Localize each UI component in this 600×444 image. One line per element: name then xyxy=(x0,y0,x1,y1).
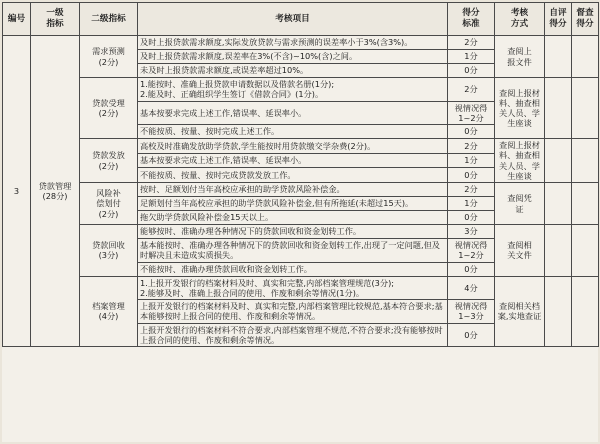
score-standard: 视情况得1~3分 xyxy=(448,300,495,324)
assessment-item: 1.上报开发银行的档案材料及时、真实和完整,内部档案管理规范(3分); 2.能够及时、准确上报合同的使用、作废和剩余等情况(1分)。 xyxy=(138,276,448,300)
score-standard: 视情况得1~2分 xyxy=(448,101,495,125)
assessment-method: 查阅相关档案,实地查证 xyxy=(495,276,545,347)
assessment-sheet xyxy=(2,2,598,442)
score-standard: 0分 xyxy=(448,262,495,276)
assessment-item: 上报开发银行的档案材料不符合要求,内部档案管理不规范,不符合要求;没有能够按时上报合同的使用、作废和剩余等情况。 xyxy=(138,323,448,347)
score-standard: 0分 xyxy=(448,168,495,183)
level2-indicator: 风险补 偿划付 (2分) xyxy=(80,183,138,225)
header-self: 自评 得分 xyxy=(545,3,572,36)
header-score: 得分 标准 xyxy=(448,3,495,36)
assessment-item: 基本按要求完成上述工作,错误率、延误率小。 xyxy=(138,101,448,125)
assessment-method: 查阅相 关文件 xyxy=(495,225,545,277)
score-standard: 0分 xyxy=(448,211,495,225)
table-row xyxy=(3,78,599,102)
header-items: 考核项目 xyxy=(138,3,448,36)
supervise-score-cell xyxy=(572,78,599,139)
supervise-score-cell xyxy=(572,36,599,78)
supervise-score-cell xyxy=(572,276,599,347)
self-score-cell xyxy=(545,78,572,139)
table-row xyxy=(3,225,599,239)
level2-indicator: 贷款发放 (2分) xyxy=(80,139,138,183)
assessment-item: 基本能按时、准确办理各种情况下的贷款回收和资金划转工作,出现了一定问题,但及时解决且未造成实质损失。 xyxy=(138,239,448,263)
score-standard: 2分 xyxy=(448,183,495,197)
assessment-item: 1.能按时、准确上报贷款申请数据以及借款名册(1分); 2.能及时、正确组织学生签订《借款合同》(1分)。 xyxy=(138,78,448,102)
table-body xyxy=(3,36,599,347)
self-score-cell xyxy=(545,36,572,78)
score-standard: 1分 xyxy=(448,153,495,168)
score-standard: 1分 xyxy=(448,197,495,211)
self-score-cell xyxy=(545,183,572,225)
table-row xyxy=(3,36,599,50)
assessment-item: 拖欠助学贷款风险补偿金15天以上。 xyxy=(138,211,448,225)
assessment-item: 高校及时准确发放助学贷款,学生能按时用贷款缴交学杂费(2分)。 xyxy=(138,139,448,154)
self-score-cell xyxy=(545,276,572,347)
assessment-item: 能够按时、准确办理各种情况下的贷款回收和资金划转工作。 xyxy=(138,225,448,239)
assessment-item: 按时、足额划付当年高校应承担的助学贷款风险补偿金。 xyxy=(138,183,448,197)
score-standard: 2分 xyxy=(448,78,495,102)
self-score-cell xyxy=(545,139,572,183)
self-score-cell xyxy=(545,225,572,277)
row-number: 3 xyxy=(3,36,31,347)
assessment-item: 及时上报贷款需求额度,实际发放贷款与需求预测的误差率小于3%(含3%)。 xyxy=(138,36,448,50)
score-standard: 视情况得1~2分 xyxy=(448,239,495,263)
assessment-item: 足额划付当年高校应承担的助学贷款风险补偿金,但有所拖延(未超过15天)。 xyxy=(138,197,448,211)
score-standard: 0分 xyxy=(448,323,495,347)
supervise-score-cell xyxy=(572,225,599,277)
score-standard: 0分 xyxy=(448,64,495,78)
header-supervise: 督查 得分 xyxy=(572,3,599,36)
assessment-item: 不能按质、按量、按时完成贷款发放工作。 xyxy=(138,168,448,183)
header-level2: 二级指标 xyxy=(80,3,138,36)
score-standard: 2分 xyxy=(448,36,495,50)
score-standard: 2分 xyxy=(448,139,495,154)
assessment-item: 不能按质、按量、按时完成上述工作。 xyxy=(138,125,448,139)
table-row xyxy=(3,183,599,197)
assessment-table xyxy=(2,2,599,347)
assessment-method: 查阅上报材料、抽查相关人员、学生座谈 xyxy=(495,139,545,183)
header-row xyxy=(3,3,599,36)
assessment-item: 未及时上报贷款需求额度,或误差率超过10%。 xyxy=(138,64,448,78)
assessment-item: 上报开发银行的档案材料及时、真实和完整,内部档案管理比较规范,基本符合要求;基本能够按时上报合同的使用、作废和剩余等情况。 xyxy=(138,300,448,324)
score-standard: 3分 xyxy=(448,225,495,239)
level1-indicator: 贷款管理 (28分) xyxy=(31,36,80,347)
assessment-item: 及时上报贷款需求额度,误差率在3%(不含)~10%(含)之间。 xyxy=(138,50,448,64)
assessment-method: 查阅上 报文件 xyxy=(495,36,545,78)
score-standard: 1分 xyxy=(448,50,495,64)
level2-indicator: 需求预测 (2分) xyxy=(80,36,138,78)
header-level1: 一级 指标 xyxy=(31,3,80,36)
level2-indicator: 贷款回收 (3分) xyxy=(80,225,138,277)
supervise-score-cell xyxy=(572,183,599,225)
assessment-method: 查阅上报材料、抽查相关人员、学生座谈 xyxy=(495,78,545,139)
assessment-item: 基本按要求完成上述工作,错误率、延误率小。 xyxy=(138,153,448,168)
score-standard: 4分 xyxy=(448,276,495,300)
level2-indicator: 贷款受理 (2分) xyxy=(80,78,138,139)
table-row xyxy=(3,276,599,300)
level2-indicator: 档案管理 (4分) xyxy=(80,276,138,347)
supervise-score-cell xyxy=(572,139,599,183)
score-standard: 0分 xyxy=(448,125,495,139)
assessment-method: 查阅凭 证 xyxy=(495,183,545,225)
assessment-item: 不能按时、准确办理贷款回收和资金划转工作。 xyxy=(138,262,448,276)
header-number: 编号 xyxy=(3,3,31,36)
table-row xyxy=(3,139,599,154)
header-method: 考核 方式 xyxy=(495,3,545,36)
